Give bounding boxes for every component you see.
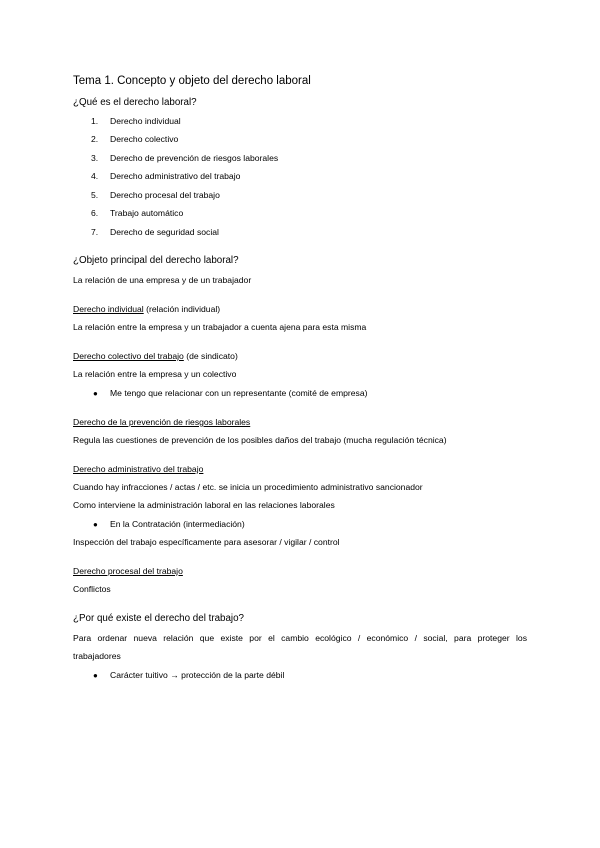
paragraph: Inspección del trabajo específicamente para asesorar / vigilar / control xyxy=(73,537,340,547)
bullet-dot: ● xyxy=(93,520,98,529)
paragraph: Regula las cuestiones de prevención de los posibles daños del trabajo (mucha regulación técnica) xyxy=(73,435,447,445)
bullet-item: Carácter tuitivo → protección de la parte débil xyxy=(110,670,285,680)
heading-que-es: ¿Qué es el derecho laboral? xyxy=(73,97,197,108)
paragraph: Como interviene la administración laboral en las relaciones laborales xyxy=(73,500,335,510)
bullet-item: En la Contratación (intermediación) xyxy=(110,519,245,529)
underlined-heading: Derecho de la prevención de riesgos laborales xyxy=(73,417,251,427)
underlined-heading: Derecho procesal del trabajo xyxy=(73,566,183,576)
paragraph: Conflictos xyxy=(73,584,111,594)
paragraph-justified: Para ordenar nueva relación que existe por el cambio ecológico / económico / social, para proteger los xyxy=(73,633,527,643)
list-number: 5. xyxy=(91,190,99,200)
section-heading-procesal xyxy=(73,566,183,577)
paragraph: trabajadores xyxy=(73,651,121,661)
list-number: 6. xyxy=(91,208,99,218)
paragraph: La relación de una empresa y de un trabajador xyxy=(73,275,252,285)
section-heading-prevencion xyxy=(73,417,250,428)
bullet-item: Me tengo que relacionar con un representante (comité de empresa) xyxy=(110,388,368,398)
paragraph: Cuando hay infracciones / actas / etc. se inicia un procedimiento administrativo sancionador xyxy=(73,482,423,492)
paragraph: La relación entre la empresa y un colectivo xyxy=(73,369,237,379)
list-item: Derecho administrativo del trabajo xyxy=(110,171,241,181)
list-number: 2. xyxy=(91,134,99,144)
underlined-heading: Derecho colectivo del trabajo xyxy=(73,351,184,361)
heading-por-que: ¿Por qué existe el derecho del trabajo? xyxy=(73,613,245,624)
list-item: Derecho de prevención de riesgos laborales xyxy=(110,153,279,163)
list-item: Derecho individual xyxy=(110,116,181,126)
list-number: 1. xyxy=(91,116,99,126)
section-heading-administrativo xyxy=(73,464,203,475)
section-heading-individual xyxy=(73,304,220,315)
list-item: Derecho de seguridad social xyxy=(110,227,219,237)
bullet-dot: ● xyxy=(93,389,98,398)
heading-note: (relación individual) xyxy=(143,304,221,314)
list-item: Derecho procesal del trabajo xyxy=(110,190,220,200)
paragraph: La relación entre la empresa y un trabajador a cuenta ajena para esta misma xyxy=(73,322,367,332)
list-item: Derecho colectivo xyxy=(110,134,179,144)
list-item: Trabajo automático xyxy=(110,208,184,218)
heading-objeto: ¿Objeto principal del derecho laboral? xyxy=(73,255,239,266)
list-number: 3. xyxy=(91,153,99,163)
bullet-dot: ● xyxy=(93,671,98,680)
heading-note: (de sindicato) xyxy=(183,351,238,361)
list-number: 7. xyxy=(91,227,99,237)
underlined-heading: Derecho individual xyxy=(73,304,144,314)
list-number: 4. xyxy=(91,171,99,181)
section-heading-colectivo xyxy=(73,351,238,362)
document-title: Tema 1. Concepto y objeto del derecho laboral xyxy=(73,75,311,87)
underlined-heading: Derecho administrativo del trabajo xyxy=(73,464,204,474)
